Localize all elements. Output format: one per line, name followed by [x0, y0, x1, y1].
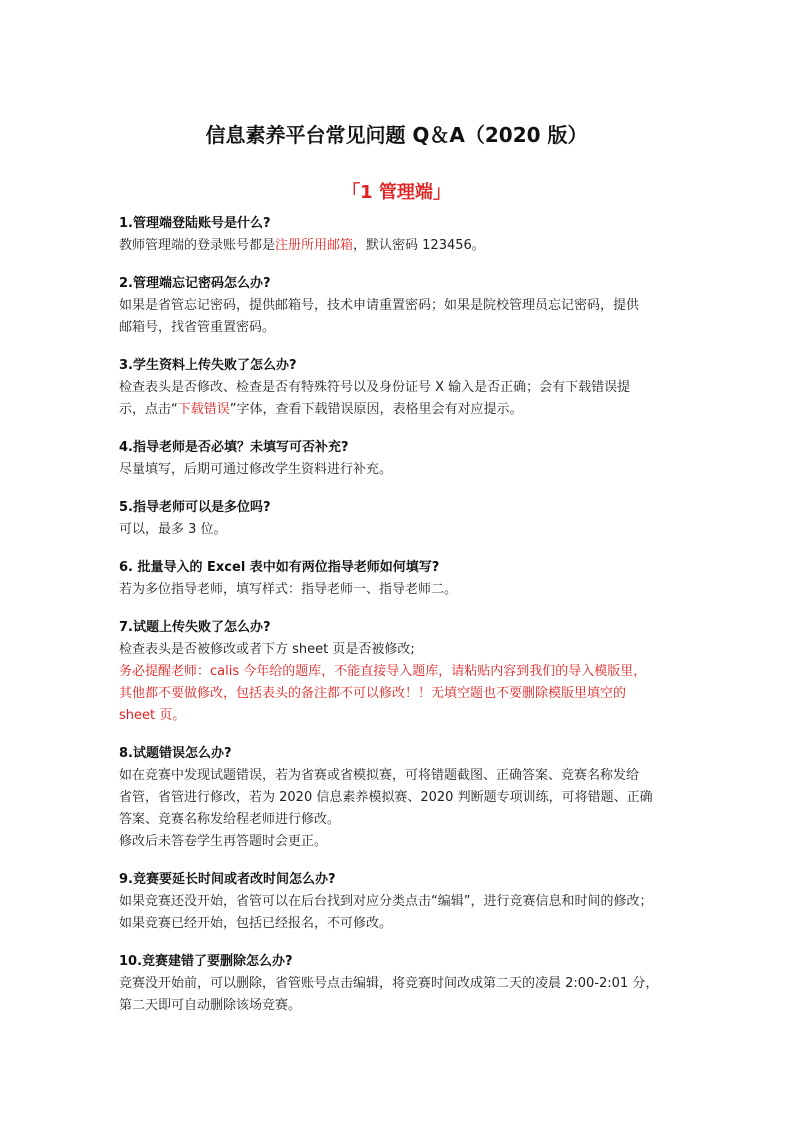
qa-item	[119, 951, 679, 1017]
answer-text: 检查表头是否被修改或者下方 sheet 页是否被修改;	[119, 642, 415, 657]
answer-line	[119, 913, 679, 935]
question: 3.学生资料上传失败了怎么办?	[119, 358, 297, 373]
answer-text: 省管，省管进行修改，若为 2020 信息素养模拟赛、2020 判断题专项训练，可将错题、正确	[119, 790, 653, 805]
question: 4.指导老师是否必填？未填写可否补充?	[119, 440, 349, 455]
qa-item	[119, 617, 679, 727]
answer-text: 如果是省管忘记密码，提供邮箱号，技术申请重置密码；如果是院校管理员忘记密码，提供	[119, 298, 640, 313]
answer-text: 邮箱号，找省管重置密码。	[119, 320, 276, 335]
answer-line	[119, 831, 679, 853]
highlighted-text: 务必提醒老师：calis 今年给的题库，不能直接导入题库，请粘贴内容到我们的导入模版里，	[119, 664, 647, 679]
answer-line	[119, 891, 679, 913]
answer-text: 答案、竞赛名称发给程老师进行修改。	[119, 812, 341, 827]
highlighted-text: 注册所用邮箱	[275, 238, 354, 253]
qa-list	[119, 213, 679, 1033]
answer-text: 可以，最多 3 位。	[119, 522, 227, 537]
answer-text: 示，点击“	[119, 402, 178, 417]
answer-text: 尽量填写，后期可通过修改学生资料进行补充。	[119, 462, 393, 477]
question: 5.指导老师可以是多位吗?	[119, 500, 271, 515]
answer-text: 若为多位指导老师，填写样式：指导老师一、指导老师二。	[119, 582, 458, 597]
question: 10.竞赛建错了要删除怎么办?	[119, 954, 293, 969]
answer-line	[119, 705, 679, 727]
answer-line	[119, 377, 679, 399]
answer-line	[119, 809, 679, 831]
answer-line	[119, 661, 679, 683]
answer-line	[119, 683, 679, 705]
document-title: 信息素养平台常见问题 Q＆A（2020 版）	[205, 123, 588, 147]
answer-text: 竞赛没开始前，可以删除，省管账号点击编辑，将竞赛时间改成第二天的凌晨 2:00-2:01 分，	[119, 976, 659, 991]
answer-text: 第二天即可自动删除该场竞赛。	[119, 998, 302, 1013]
answer-line	[119, 973, 679, 995]
answer-text: 如在竞赛中发现试题错误，若为省赛或省模拟赛，可将错题截图、正确答案、竞赛名称发给	[119, 768, 640, 783]
answer-text: 如果竞赛已经开始，包括已经报名，不可修改。	[119, 916, 393, 931]
answer-line	[119, 317, 679, 339]
question: 7.试题上传失败了怎么办?	[119, 620, 271, 635]
answer-text: 教师管理端的登录账号都是	[119, 238, 276, 253]
answer-line	[119, 995, 679, 1017]
question: 2.管理端忘记密码怎么办?	[119, 276, 271, 291]
question: 8.试题错误怎么办?	[119, 746, 232, 761]
answer-line	[119, 235, 679, 257]
qa-item	[119, 437, 679, 481]
answer-line	[119, 639, 679, 661]
answer-line	[119, 787, 679, 809]
answer-text: 修改后未答卷学生再答题时会更正。	[119, 834, 328, 849]
answer-text: 如果竞赛还没开始，省管可以在后台找到对应分类点击“编辑”，进行竞赛信息和时间的修改；	[119, 894, 653, 909]
qa-item	[119, 213, 679, 257]
highlighted-text: 下载错误	[177, 402, 230, 417]
answer-line	[119, 765, 679, 787]
qa-item	[119, 273, 679, 339]
qa-item	[119, 557, 679, 601]
question: 9.竞赛要延长时间或者改时间怎么办?	[119, 872, 336, 887]
answer-line	[119, 519, 679, 541]
answer-line	[119, 459, 679, 481]
answer-text: ”字体，查看下载错误原因，表格里会有对应提示。	[229, 402, 523, 417]
qa-item	[119, 497, 679, 541]
question: 6. 批量导入的 Excel 表中如有两位指导老师如何填写?	[119, 560, 440, 575]
question: 1.管理端登陆账号是什么?	[119, 216, 271, 231]
section-title: 「1 管理端」	[342, 182, 451, 203]
answer-line	[119, 295, 679, 317]
qa-item	[119, 355, 679, 421]
answer-text: ，默认密码 123456。	[353, 238, 485, 253]
answer-line	[119, 579, 679, 601]
answer-text: 检查表头是否修改、检查是否有特殊符号以及身份证号 X 输入是否正确；会有下载错误提	[119, 380, 631, 395]
qa-item	[119, 743, 679, 853]
qa-item	[119, 869, 679, 935]
answer-line	[119, 399, 679, 421]
highlighted-text: 其他都不要做修改，包括表头的备注都不可以修改！！无填空题也不要删除模版里填空的	[119, 686, 627, 701]
highlighted-text: sheet 页。	[119, 708, 186, 723]
